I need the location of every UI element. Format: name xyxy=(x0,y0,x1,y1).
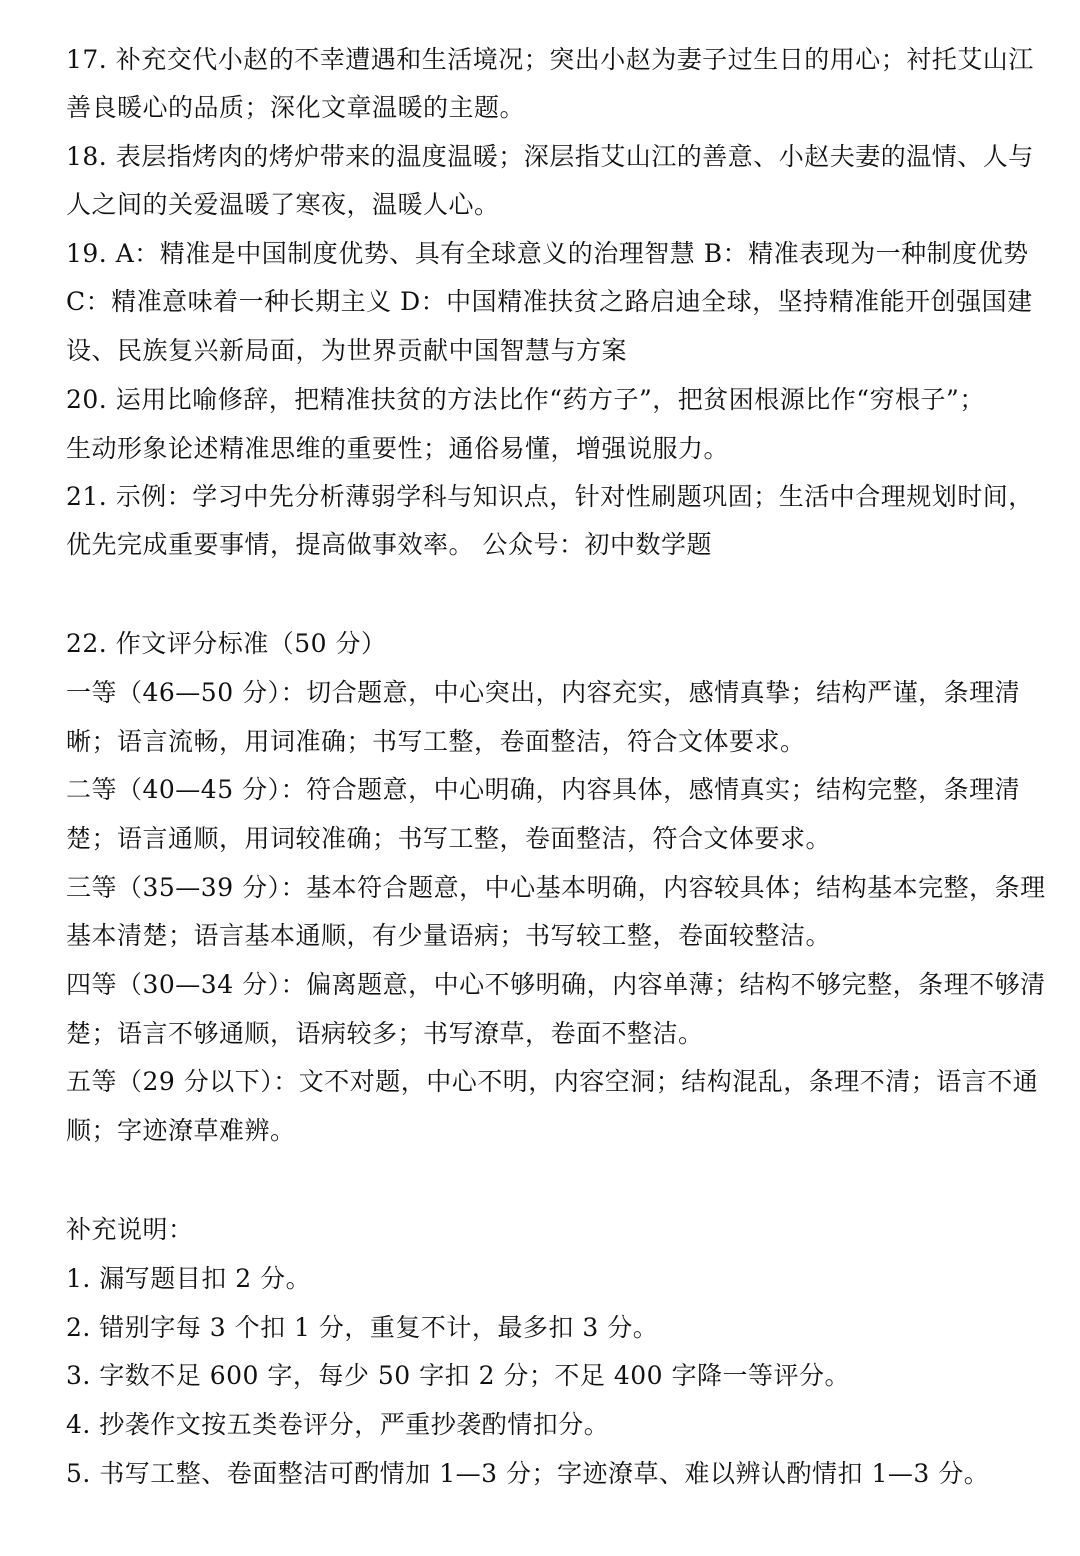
answer-21-line-2: 优先完成重要事情，提高做事效率。 公众号：初中数学题 xyxy=(66,530,712,559)
answer-17-line-2: 善良暖心的品质；深化文章温暖的主题。 xyxy=(66,93,526,122)
essay-heading: 22. 作文评分标准（50 分） xyxy=(66,629,387,658)
grade-1-line-1: 一等（46—50 分）：切合题意，中心突出，内容充实，感情真挚；结构严谨，条理清 xyxy=(66,678,1021,707)
answer-21-line-1: 21. 示例：学习中先分析薄弱学科与知识点，针对性刷题巩固；生活中合理规划时间， xyxy=(66,482,1034,511)
grade-3-line-1: 三等（35—39 分）：基本符合题意，中心基本明确，内容较具体；结构基本完整，条理 xyxy=(66,873,1046,902)
answer-20-line-2: 生动形象论述精准思维的重要性；通俗易懂，增强说服力。 xyxy=(66,434,730,463)
notes-heading: 补充说明： xyxy=(66,1215,194,1244)
grade-4-line-1: 四等（30—34 分）：偏离题意，中心不够明确，内容单薄；结构不够完整，条理不够清 xyxy=(66,970,1046,999)
grade-1-line-2: 晰；语言流畅，用词准确；书写工整，卷面整洁，符合文体要求。 xyxy=(66,727,806,756)
answer-19-line-1: 19. A：精准是中国制度优势、具有全球意义的治理智慧 B：精准表现为一种制度优势 xyxy=(66,239,1029,268)
note-item-3: 3. 字数不足 600 字，每少 50 字扣 2 分；不足 400 字降一等评分。 xyxy=(66,1361,851,1390)
grade-5-line-1: 五等（29 分以下）：文不对题，中心不明，内容空洞；结构混乱，条理不清；语言不通 xyxy=(66,1067,1039,1096)
note-item-4: 4. 抄袭作文按五类卷评分，严重抄袭酌情扣分。 xyxy=(66,1410,610,1439)
note-item-1: 1. 漏写题目扣 2 分。 xyxy=(66,1264,312,1293)
answer-17-line-1: 17. 补充交代小赵的不幸遭遇和生活境况；突出小赵为妻子过生日的用心；衬托艾山江 xyxy=(66,45,1034,74)
grade-2-line-2: 楚；语言通顺，用词较准确；书写工整，卷面整洁，符合文体要求。 xyxy=(66,824,832,853)
grade-5-line-2: 顺；字迹潦草难辨。 xyxy=(66,1116,296,1145)
answer-18-line-1: 18. 表层指烤肉的烤炉带来的温度温暖；深层指艾山江的善意、小赵夫妻的温情、人与 xyxy=(66,142,1034,171)
grade-3-line-2: 基本清楚；语言基本通顺，有少量语病；书写较工整，卷面较整洁。 xyxy=(66,921,832,950)
answer-19-line-2: C：精准意味着一种长期主义 D：中国精准扶贫之路启迪全球，坚持精准能开创强国建 xyxy=(66,287,1033,316)
grade-4-line-2: 楚；语言不够通顺，语病较多；书写潦草，卷面不整洁。 xyxy=(66,1019,704,1048)
grade-2-line-1: 二等（40—45 分）：符合题意，中心明确，内容具体，感情真实；结构完整，条理清 xyxy=(66,775,1021,804)
answer-19-line-3: 设、民族复兴新局面，为世界贡献中国智慧与方案 xyxy=(66,336,628,365)
note-item-2: 2. 错别字每 3 个扣 1 分，重复不计，最多扣 3 分。 xyxy=(66,1313,659,1342)
answer-20-line-1: 20. 运用比喻修辞，把精准扶贫的方法比作“药方子”，把贫困根源比作“穷根子”； xyxy=(66,385,985,414)
answer-18-line-2: 人之间的关爱温暖了寒夜，温暖人心。 xyxy=(66,190,500,219)
note-item-5: 5. 书写工整、卷面整洁可酌情加 1—3 分；字迹潦草、难以辨认酌情扣 1—3 分。 xyxy=(66,1459,990,1488)
